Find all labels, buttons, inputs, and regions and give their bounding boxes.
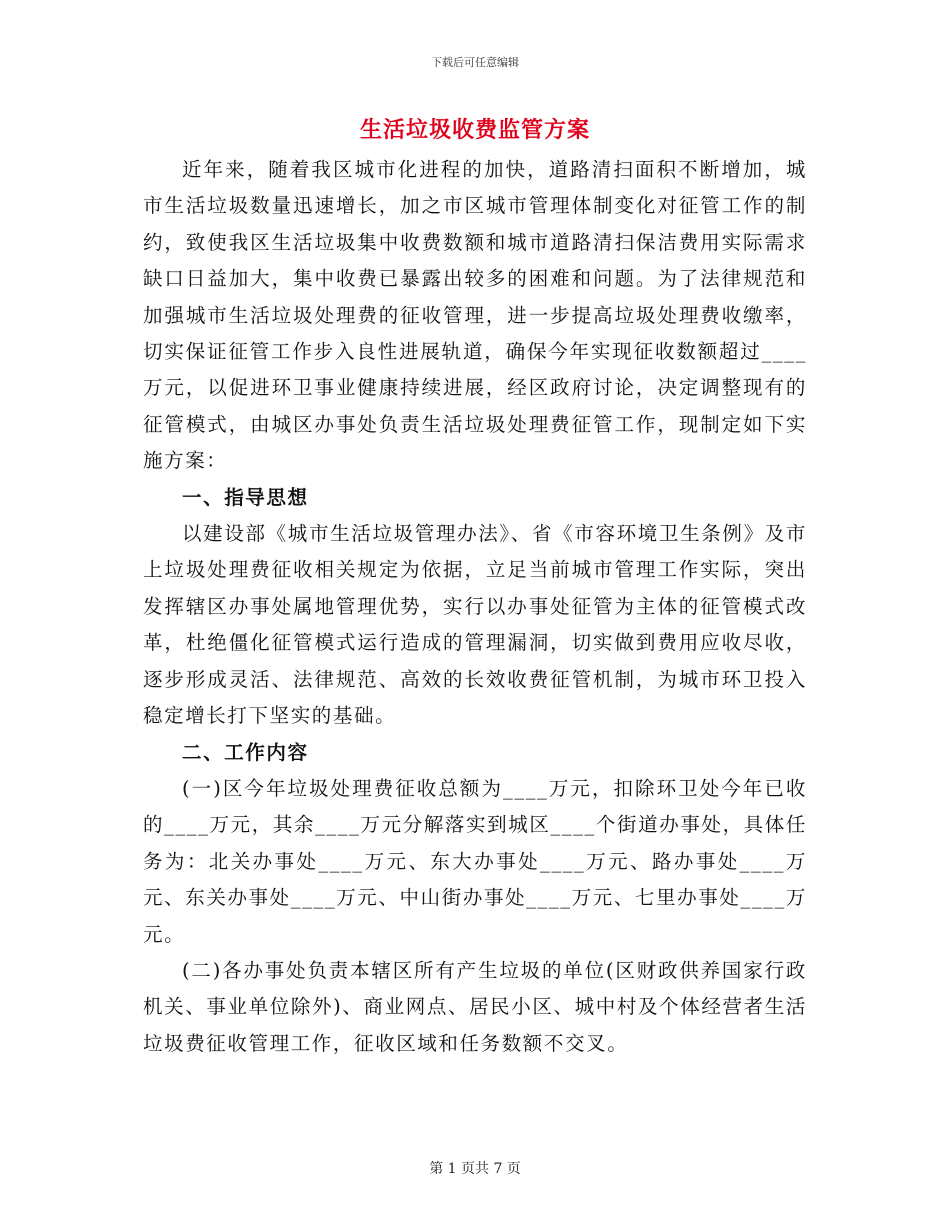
guiding-ideology-paragraph: 以建设部《城市生活垃圾管理办法》、省《市容环境卫生条例》及市上垃圾处理费征收相关规定为依据，立足当前城市管理工作实际，突出发挥辖区办事处属地管理优势，实行以办事处征管为主体的征管模式改革，杜绝僵化征管模式运行造成的管理漏洞，切实做到费用应收尽收，逐步形成灵活、法律规范、高效的长效收费征管机制，为城市环卫投入稳定增长打下坚实的基础。: [143, 522, 807, 728]
intro-paragraph: 近年来，随着我区城市化进程的加快，道路清扫面积不断增加，城市生活垃圾数量迅速增长，加之市区城市管理体制变化对征管工作的制约，致使我区生活垃圾集中收费数额和城市道路清扫保洁费用实际需求缺口日益加大，集中收费已暴露出较多的困难和问题。为了法律规范和加强城市生活垃圾处理费的征收管理，进一步提高垃圾处理费收缴率，切实保证征管工作步入良性进展轨道，确保今年实现征收数额超过____万元，以促进环卫事业健康持续进展，经区政府讨论，决定调整现有的征管模式，由城区办事处负责生活垃圾处理费征管工作，现制定如下实施方案：: [143, 158, 807, 473]
document-title: 生活垃圾收费监管方案: [359, 117, 590, 143]
work-content-item-2: (二)各办事处负责本辖区所有产生垃圾的单位(区财政供养国家行政机关、事业单位除外)、商业网点、居民小区、城中村及个体经营者生活垃圾费征收管理工作，征收区域和任务数额不交叉。: [143, 958, 807, 1055]
document-body: [143, 152, 807, 1062]
section-heading-work-content: 二、工作内容: [182, 740, 309, 764]
work-content-item-1: (一)区今年垃圾处理费征收总额为____万元，扣除环卫处今年已收的____万元，其余____万元分解落实到城区____个街道办事处，具体任务为：北关办事处____万元、东大办事处____万元、路办事处____万元、东关办事处____万元、中山街办事处____万元、七里办事处____万元。: [143, 776, 807, 946]
section-heading-guiding-ideology: 一、指导思想: [182, 485, 309, 509]
header-note: 下载后可任意编辑: [431, 56, 519, 69]
page-number-footer: 第 1 页共 7 页: [429, 1161, 521, 1177]
